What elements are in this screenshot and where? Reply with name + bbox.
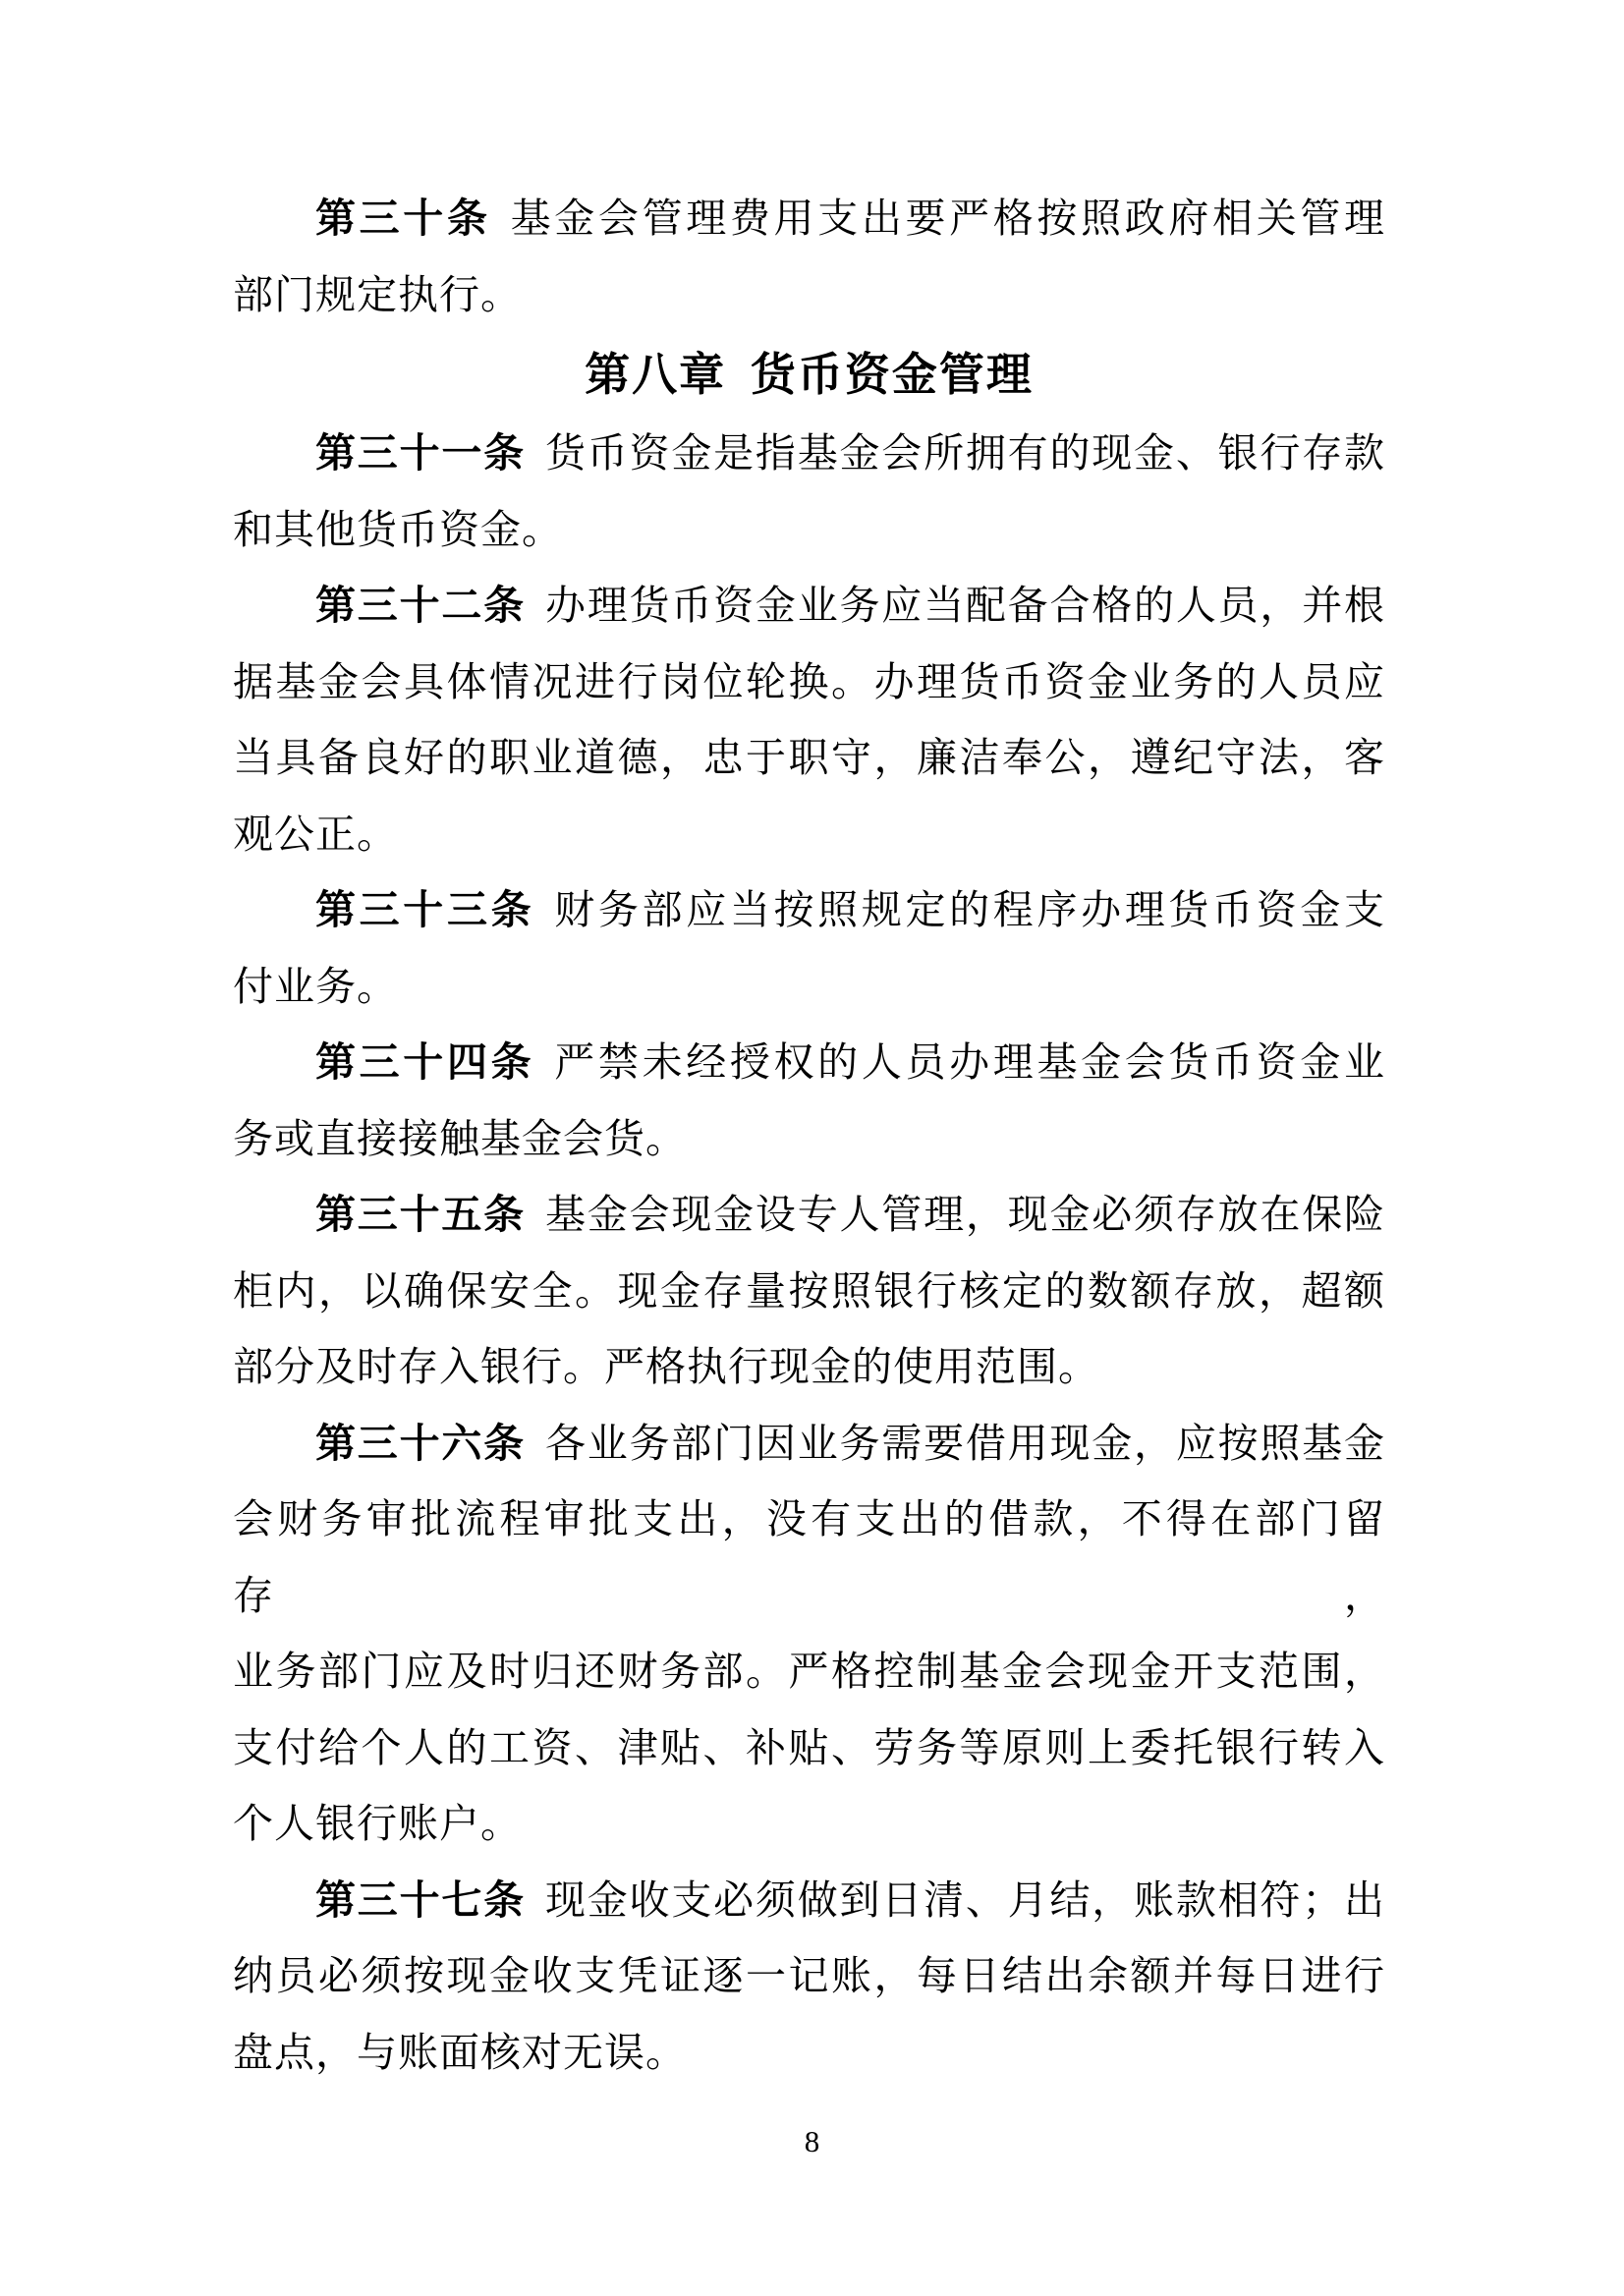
page-number: 8 bbox=[804, 2124, 820, 2158]
article-32-text-3: 当具备良好的职业道德，忠于职守，廉洁奉公，遵纪守法，客 bbox=[233, 735, 1385, 780]
article-37-line-2 bbox=[233, 1938, 1385, 2015]
article-37-line-3 bbox=[233, 2015, 1385, 2092]
article-36-text-3: 业务部门应及时归还财务部。严格控制基金会现金开支范围， bbox=[233, 1649, 1385, 1694]
article-31-line-1 bbox=[233, 416, 1385, 492]
article-36-text-5: 个人银行账户。 bbox=[233, 1801, 522, 1846]
article-30-number: 第三十条 bbox=[315, 196, 491, 241]
article-35-line-2 bbox=[233, 1254, 1385, 1330]
article-34-text-2: 务或直接接触基金会货。 bbox=[233, 1115, 687, 1161]
article-34-text: 严禁未经授权的人员办理基金会货币资金业 bbox=[554, 1039, 1386, 1085]
article-35-line-1 bbox=[233, 1177, 1385, 1254]
article-36-line-1 bbox=[233, 1406, 1385, 1483]
article-30-line-2 bbox=[233, 257, 1385, 334]
article-31-number: 第三十一条 bbox=[315, 430, 526, 476]
article-32-text-2: 据基金会具体情况进行岗位轮换。办理货币资金业务的人员应 bbox=[233, 658, 1385, 704]
article-33-line-1 bbox=[233, 872, 1385, 949]
article-33-number: 第三十三条 bbox=[315, 887, 535, 932]
article-31-text: 货币资金是指基金会所拥有的现金、银行存款 bbox=[544, 430, 1386, 476]
article-35-text-2: 柜内，以确保安全。现金存量按照银行核定的数额存放，超额 bbox=[233, 1267, 1385, 1314]
chapter-heading: 第八章 货币资金管理 bbox=[585, 349, 1034, 400]
article-31-line-2 bbox=[233, 492, 1385, 569]
article-37-text-3: 盘点，与账面核对无误。 bbox=[233, 2029, 687, 2075]
article-34-line-1 bbox=[233, 1025, 1385, 1101]
article-36-line-2 bbox=[233, 1482, 1385, 1634]
article-32-line-2 bbox=[233, 644, 1385, 721]
article-37-number: 第三十七条 bbox=[315, 1876, 526, 1923]
article-36-number: 第三十六条 bbox=[315, 1420, 526, 1466]
article-34-number: 第三十四条 bbox=[315, 1039, 535, 1085]
article-36-text-4: 支付给个人的工资、津贴、补贴、劳务等原则上委托银行转入 bbox=[233, 1724, 1385, 1770]
article-30-text: 基金会管理费用支出要严格按照政府相关管理 bbox=[510, 196, 1385, 241]
article-32-text: 办理货币资金业务应当配备合格的人员，并根 bbox=[544, 583, 1386, 628]
article-32-number: 第三十二条 bbox=[315, 583, 526, 628]
article-33-line-2 bbox=[233, 949, 1385, 1026]
article-37-line-1 bbox=[233, 1863, 1385, 1939]
article-36-line-5 bbox=[233, 1786, 1385, 1863]
article-31-text-2: 和其他货币资金。 bbox=[233, 506, 563, 552]
article-32-line-3 bbox=[233, 720, 1385, 797]
article-36-text: 各业务部门因业务需要借用现金，应按照基金 bbox=[544, 1420, 1386, 1466]
article-33-text: 财务部应当按照规定的程序办理货币资金支 bbox=[554, 887, 1386, 932]
article-35-text-3: 部分及时存入银行。严格执行现金的使用范围。 bbox=[233, 1344, 1099, 1389]
article-35-line-3 bbox=[233, 1329, 1385, 1406]
article-35-text: 基金会现金设专人管理，现金必须存放在保险 bbox=[544, 1192, 1386, 1237]
article-30-line-1 bbox=[233, 181, 1385, 257]
article-35-number: 第三十五条 bbox=[315, 1192, 526, 1237]
article-30-text-2: 部门规定执行。 bbox=[233, 271, 522, 317]
article-34-line-2 bbox=[233, 1101, 1385, 1178]
article-36-line-3 bbox=[233, 1634, 1385, 1710]
article-37-text: 现金收支必须做到日清、月结，账款相符；出 bbox=[544, 1876, 1386, 1923]
article-32-text-4: 观公正。 bbox=[233, 811, 398, 857]
article-36-text-2: 会财务审批流程审批支出，没有支出的借款，不得在部门留存， bbox=[233, 1496, 1385, 1618]
article-33-text-2: 付业务。 bbox=[233, 963, 398, 1009]
article-32-line-4 bbox=[233, 797, 1385, 873]
article-36-line-4 bbox=[233, 1710, 1385, 1787]
article-37-text-2: 纳员必须按现金收支凭证逐一记账，每日结出余额并每日进行 bbox=[233, 1953, 1385, 1998]
article-32-line-1 bbox=[233, 568, 1385, 644]
